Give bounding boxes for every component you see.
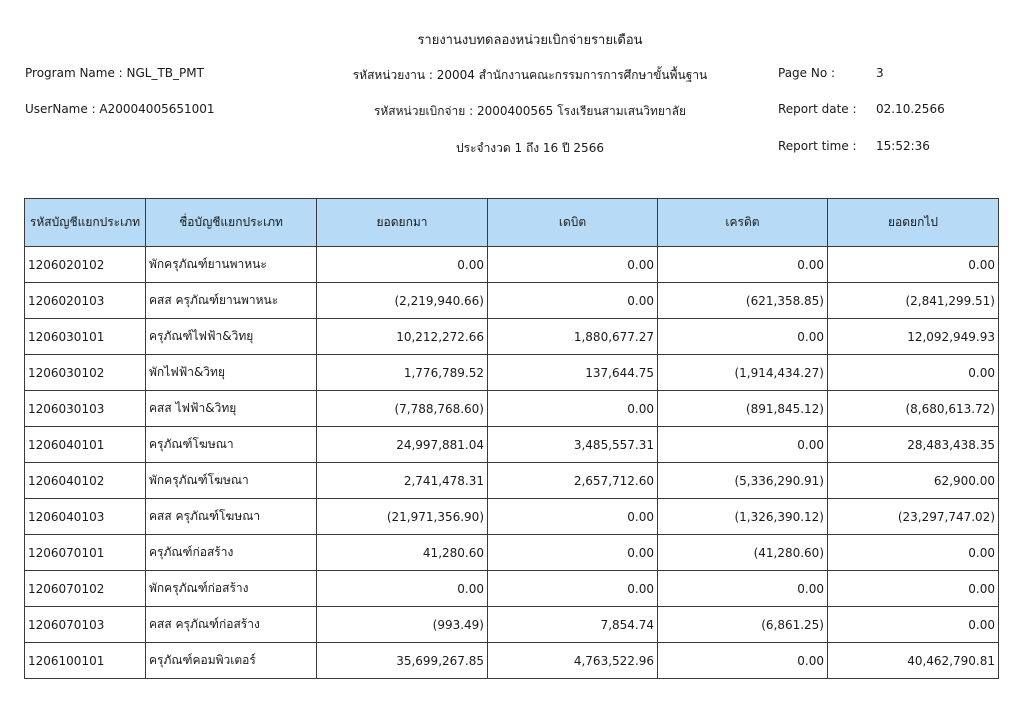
table-row — [25, 247, 999, 283]
closing-balance-cell: 0.00 — [828, 355, 999, 391]
debit-cell: 1,880,677.27 — [488, 319, 658, 355]
credit-cell: 0.00 — [658, 571, 828, 607]
debit-cell: 4,763,522.96 — [488, 643, 658, 679]
account-code-cell: 1206040101 — [25, 427, 146, 463]
opening-balance-cell: 0.00 — [317, 571, 488, 607]
opening-balance-cell: 1,776,789.52 — [317, 355, 488, 391]
table-row — [25, 571, 999, 607]
opening-balance-cell: 2,741,478.31 — [317, 463, 488, 499]
debit-cell: 0.00 — [488, 283, 658, 319]
credit-cell: (5,336,290.91) — [658, 463, 828, 499]
agency-info: รหัสหน่วยงาน : 20004 สำนักงานคณะกรรมการการศึกษาขั้นพื้นฐาน — [352, 68, 708, 82]
closing-balance-cell: (2,841,299.51) — [828, 283, 999, 319]
debit-cell: 0.00 — [488, 247, 658, 283]
account-code-cell: 1206020103 — [25, 283, 146, 319]
closing-balance-cell: 0.00 — [828, 535, 999, 571]
credit-cell: 0.00 — [658, 643, 828, 679]
user-name: UserName : A20004005651001 — [25, 102, 215, 116]
closing-balance-cell: (23,297,747.02) — [828, 499, 999, 535]
debit-cell: 137,644.75 — [488, 355, 658, 391]
report-title: รายงานงบทดลองหน่วยเบิกจ่ายรายเดือน — [417, 33, 643, 48]
debit-cell: 2,657,712.60 — [488, 463, 658, 499]
account-name-cell: คสส ครุภัณฑ์โฆษณา — [146, 499, 317, 535]
account-code-cell: 1206070103 — [25, 607, 146, 643]
header-account-name: ชื่อบัญชีแยกประเภท — [146, 199, 317, 247]
opening-balance-cell: 41,280.60 — [317, 535, 488, 571]
opening-balance-cell: (21,971,356.90) — [317, 499, 488, 535]
header-account-code: รหัสบัญชีแยกประเภท — [25, 199, 146, 247]
debit-cell: 3,485,557.31 — [488, 427, 658, 463]
closing-balance-cell: 0.00 — [828, 571, 999, 607]
account-code-cell: 1206040103 — [25, 499, 146, 535]
closing-balance-cell: 12,092,949.93 — [828, 319, 999, 355]
account-code-cell: 1206030102 — [25, 355, 146, 391]
report-time-value: 15:52:36 — [876, 139, 930, 153]
account-name-cell: พักครุภัณฑ์ยานพาหนะ — [146, 247, 317, 283]
report-time-label: Report time : — [778, 139, 857, 153]
opening-balance-cell: (993.49) — [317, 607, 488, 643]
debit-cell: 0.00 — [488, 535, 658, 571]
account-name-cell: พักครุภัณฑ์ก่อสร้าง — [146, 571, 317, 607]
account-name-cell: ครุภัณฑ์ก่อสร้าง — [146, 535, 317, 571]
credit-cell: 0.00 — [658, 427, 828, 463]
page-no-value: 3 — [876, 66, 884, 80]
table-row — [25, 535, 999, 571]
account-name-cell: ครุภัณฑ์คอมพิวเตอร์ — [146, 643, 317, 679]
account-name-cell: คสส ครุภัณฑ์ก่อสร้าง — [146, 607, 317, 643]
account-code-cell: 1206030101 — [25, 319, 146, 355]
credit-cell: 0.00 — [658, 319, 828, 355]
table-header-row — [25, 199, 999, 247]
credit-cell: 0.00 — [658, 247, 828, 283]
header-closing-balance: ยอดยกไป — [828, 199, 999, 247]
credit-cell: (1,326,390.12) — [658, 499, 828, 535]
account-code-cell: 1206020102 — [25, 247, 146, 283]
closing-balance-cell: (8,680,613.72) — [828, 391, 999, 427]
closing-balance-cell: 28,483,438.35 — [828, 427, 999, 463]
account-code-cell: 1206070101 — [25, 535, 146, 571]
closing-balance-cell: 0.00 — [828, 607, 999, 643]
account-name-cell: คสส ไฟฟ้า&วิทยุ — [146, 391, 317, 427]
credit-cell: (6,861.25) — [658, 607, 828, 643]
account-code-cell: 1206100101 — [25, 643, 146, 679]
debit-cell: 0.00 — [488, 391, 658, 427]
credit-cell: (41,280.60) — [658, 535, 828, 571]
report-date-value: 02.10.2566 — [876, 102, 945, 116]
page-no-label: Page No : — [778, 66, 836, 80]
account-name-cell: คสส ครุภัณฑ์ยานพาหนะ — [146, 283, 317, 319]
account-name-cell: พักไฟฟ้า&วิทยุ — [146, 355, 317, 391]
trial-balance-table — [24, 198, 999, 679]
table-row — [25, 607, 999, 643]
credit-cell: (891,845.12) — [658, 391, 828, 427]
table-row — [25, 391, 999, 427]
account-code-cell: 1206070102 — [25, 571, 146, 607]
opening-balance-cell: 10,212,272.66 — [317, 319, 488, 355]
table-row — [25, 355, 999, 391]
account-code-cell: 1206030103 — [25, 391, 146, 427]
account-name-cell: ครุภัณฑ์โฆษณา — [146, 427, 317, 463]
account-code-cell: 1206040102 — [25, 463, 146, 499]
credit-cell: (1,914,434.27) — [658, 355, 828, 391]
closing-balance-cell: 62,900.00 — [828, 463, 999, 499]
table-row — [25, 319, 999, 355]
closing-balance-cell: 40,462,790.81 — [828, 643, 999, 679]
report-date-label: Report date : — [778, 102, 857, 116]
debit-cell: 7,854.74 — [488, 607, 658, 643]
table-body — [25, 247, 999, 679]
opening-balance-cell: 24,997,881.04 — [317, 427, 488, 463]
opening-balance-cell: 35,699,267.85 — [317, 643, 488, 679]
program-name: Program Name : NGL_TB_PMT — [25, 66, 204, 80]
report-period: ประจำงวด 1 ถึง 16 ปี 2566 — [456, 141, 604, 155]
opening-balance-cell: 0.00 — [317, 247, 488, 283]
account-name-cell: ครุภัณฑ์ไฟฟ้า&วิทยุ — [146, 319, 317, 355]
table-row — [25, 427, 999, 463]
debit-cell: 0.00 — [488, 571, 658, 607]
credit-cell: (621,358.85) — [658, 283, 828, 319]
debit-cell: 0.00 — [488, 499, 658, 535]
opening-balance-cell: (7,788,768.60) — [317, 391, 488, 427]
closing-balance-cell: 0.00 — [828, 247, 999, 283]
header-opening-balance: ยอดยกมา — [317, 199, 488, 247]
opening-balance-cell: (2,219,940.66) — [317, 283, 488, 319]
table-row — [25, 499, 999, 535]
table-row — [25, 643, 999, 679]
header-debit: เดบิต — [488, 199, 658, 247]
disbursement-unit-info: รหัสหน่วยเบิกจ่าย : 2000400565 โรงเรียนสามเสนวิทยาลัย — [373, 104, 687, 118]
header-credit: เครดิต — [658, 199, 828, 247]
table-row — [25, 283, 999, 319]
table-row — [25, 463, 999, 499]
account-name-cell: พักครุภัณฑ์โฆษณา — [146, 463, 317, 499]
